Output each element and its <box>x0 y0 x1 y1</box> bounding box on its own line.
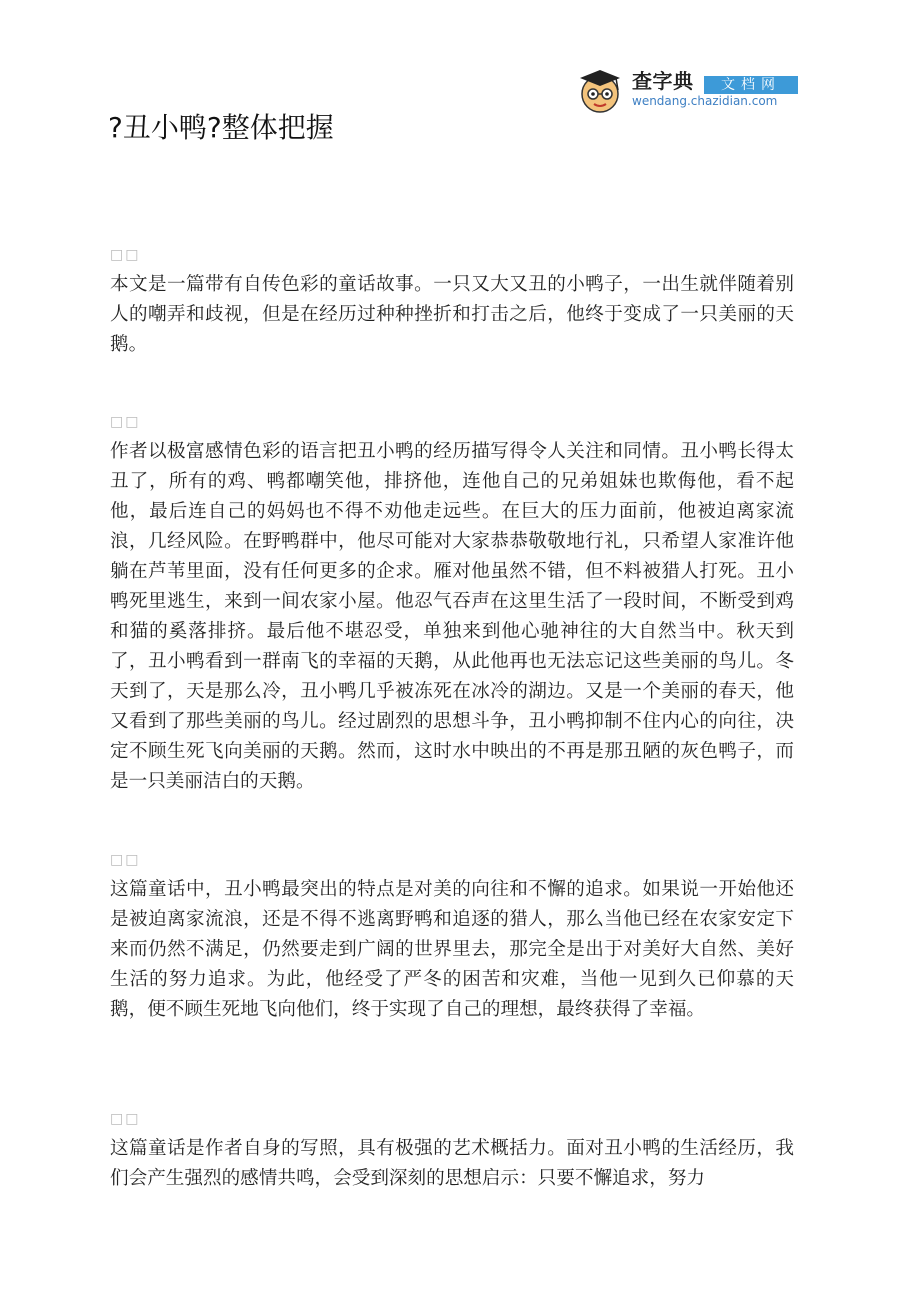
section-3 <box>110 851 794 1025</box>
section-marker: □□ <box>110 247 141 263</box>
section-marker: □□ <box>110 1111 141 1127</box>
page-title: ?丑小鸭?整体把握 <box>108 111 334 144</box>
logo-brand-text: 查字典 <box>632 69 694 93</box>
mascot-graduate-icon <box>576 66 624 114</box>
logo-tag: 文档网 <box>704 76 798 94</box>
section-2 <box>110 413 794 797</box>
section-paragraph: 这篇童话中，丑小鸭最突出的特点是对美的向往和不懈的追求。如果说一开始他还是被迫离家流浪，还是不得不逃离野鸭和追逐的猎人，那么当他已经在农家安定下来而仍然不满足，仍然要走到广阔的世界里去，那完全是出于对美好大自然、美好生活的努力追求。为此，他经受了严冬的困苦和灾难，当他一见到久已仰慕的天鹅，便不顾生死地飞向他们，终于实现了自己的理想，最终获得了幸福。 <box>110 879 794 1020</box>
logo-url: wendang.chazidian.com <box>632 94 778 108</box>
site-logo[interactable] <box>576 66 806 114</box>
section-marker: □□ <box>110 852 141 868</box>
section-paragraph: 作者以极富感情色彩的语言把丑小鸭的经历描写得令人关注和同情。丑小鸭长得太丑了，所有的鸡、鸭都嘲笑他，排挤他，连他自己的兄弟姐妹也欺侮他，看不起他，最后连自己的妈妈也不得不劝他走远些。在巨大的压力面前，他被迫离家流浪，几经风险。在野鸭群中，他尽可能对大家恭恭敬敬地行礼，只希望人家准许他躺在芦苇里面，没有任何更多的企求。雁对他虽然不错，但不料被猎人打死。丑小鸭死里逃生，来到一间农家小屋。他忍气吞声在这里生活了一段时间，不断受到鸡和猫的奚落排挤。最后他不堪忍受，单独来到他心驰神往的大自然当中。秋天到了，丑小鸭看到一群南飞的幸福的天鹅，从此他再也无法忘记这些美丽的鸟儿。冬天到了，天是那么冷，丑小鸭几乎被冻死在冰冷的湖边。又是一个美丽的春天，他又看到了那些美丽的鸟儿。经过剧烈的思想斗争，丑小鸭抑制不住内心的向往，决定不顾生死飞向美丽的天鹅。然而，这时水中映出的不再是那丑陋的灰色鸭子，而是一只美丽洁白的天鹅。 <box>110 441 794 792</box>
section-4 <box>110 1110 794 1194</box>
section-marker: □□ <box>110 414 141 430</box>
section-1 <box>110 246 794 360</box>
section-paragraph: 这篇童话是作者自身的写照，具有极强的艺术概括力。面对丑小鸭的生活经历，我们会产生强烈的感情共鸣，会受到深刻的思想启示：只要不懈追求，努力 <box>110 1138 794 1189</box>
section-paragraph: 本文是一篇带有自传色彩的童话故事。一只又大又丑的小鸭子，一出生就伴随着别人的嘲弄和歧视，但是在经历过种种挫折和打击之后，他终于变成了一只美丽的天鹅。 <box>110 274 794 355</box>
